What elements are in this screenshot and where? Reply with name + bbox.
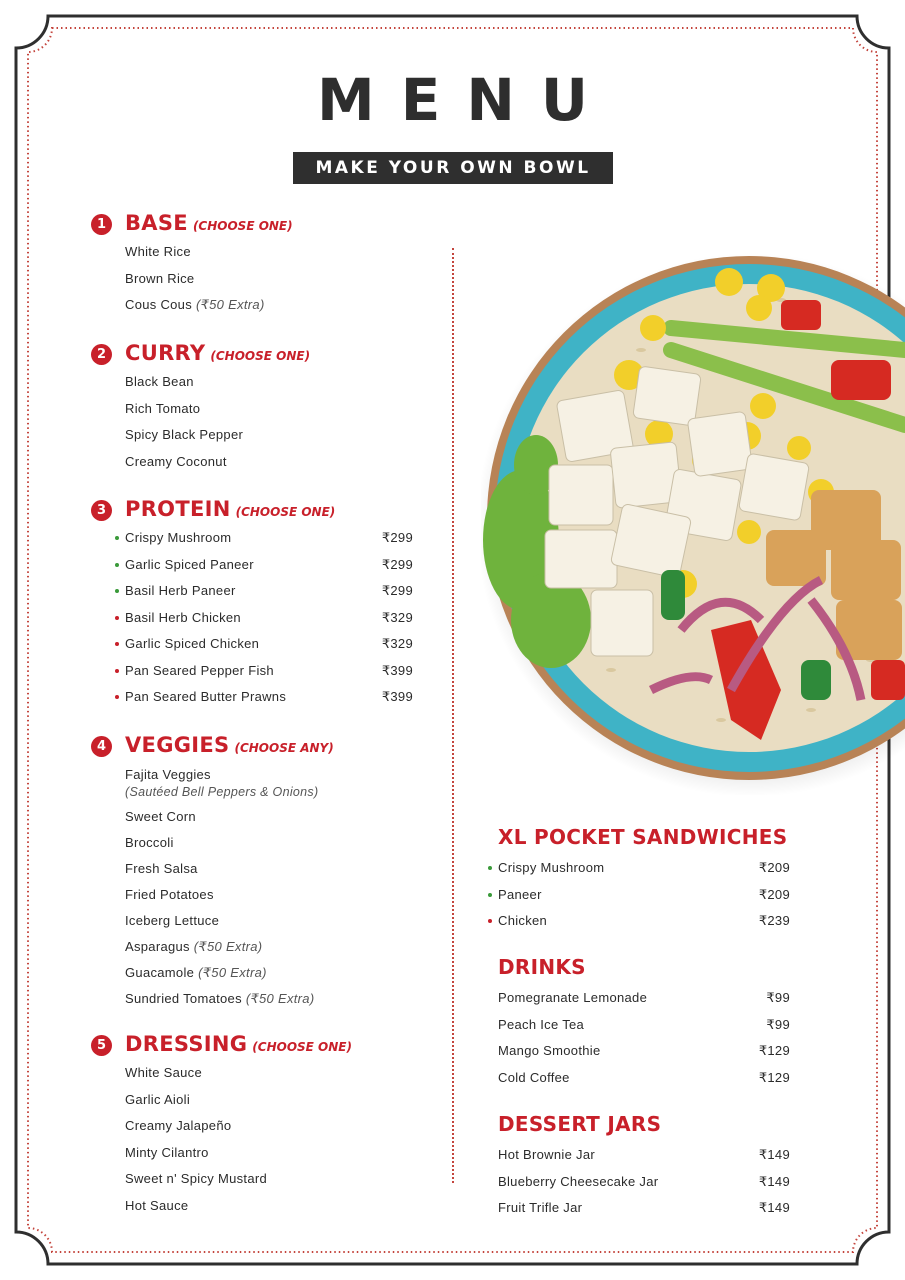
- section-desserts: [498, 1112, 790, 1222]
- list-item: Hot Brownie Jar ₹149: [498, 1142, 790, 1169]
- list-item: Pan Seared Butter Prawns ₹399: [125, 684, 413, 711]
- section-title: DRESSING: [125, 1032, 248, 1056]
- price: ₹329: [381, 636, 413, 651]
- extra-charge: (₹50 Extra): [193, 939, 263, 954]
- price: ₹149: [758, 1173, 790, 1189]
- dressing-list: [125, 1060, 352, 1219]
- list-item: Garlic Spiced Paneer ₹299: [125, 552, 413, 579]
- list-item: Basil Herb Chicken ₹329: [125, 605, 413, 632]
- price: ₹209: [758, 886, 790, 902]
- list-item: Broccoli: [125, 835, 174, 850]
- list-item: Minty Cilantro: [125, 1144, 209, 1160]
- desserts-list: [498, 1142, 790, 1222]
- column-divider: [452, 248, 454, 1183]
- page-subtitle: MAKE YOUR OWN BOWL: [293, 152, 613, 184]
- list-item: Creamy Jalapeño: [125, 1118, 232, 1133]
- section-title: BASE: [125, 211, 188, 235]
- section-note: (CHOOSE ONE): [210, 349, 311, 363]
- list-item: Asparagus (₹50 Extra): [125, 939, 263, 954]
- section-drinks: [498, 955, 790, 1091]
- section-protein: [91, 497, 413, 711]
- sandwiches-list: [498, 855, 790, 935]
- list-item: Chicken ₹239: [498, 908, 790, 935]
- extra-charge: (₹50 Extra): [245, 991, 315, 1006]
- veg-indicator: [488, 866, 492, 870]
- list-item: Fruit Trifle Jar ₹149: [498, 1195, 790, 1222]
- section-title: DRINKS: [498, 955, 586, 979]
- price: ₹299: [381, 583, 413, 598]
- list-item: Creamy Coconut: [125, 453, 227, 469]
- protein-list: [125, 525, 413, 711]
- section-veggies: [91, 733, 334, 1012]
- list-item: Hot Sauce: [125, 1197, 189, 1213]
- nonveg-indicator: [115, 642, 119, 646]
- section-number-badge: 5: [91, 1035, 112, 1056]
- list-item: Peach Ice Tea ₹99: [498, 1012, 790, 1039]
- section-title: DESSERT JARS: [498, 1112, 662, 1136]
- price: ₹299: [381, 556, 413, 572]
- nonveg-indicator: [488, 919, 492, 923]
- section-sandwiches: [498, 825, 790, 935]
- veg-indicator: [488, 893, 492, 897]
- extra-charge: (₹50 Extra): [198, 965, 267, 980]
- section-number-badge: 1: [91, 214, 112, 235]
- list-item: Cous Cous (₹50 Extra): [125, 297, 265, 312]
- price: ₹329: [381, 609, 413, 625]
- list-item: Sundried Tomatoes (₹50 Extra): [125, 991, 315, 1006]
- page-title: MENU: [317, 66, 614, 134]
- list-item: Sweet Corn: [125, 809, 196, 824]
- extra-charge: (₹50 Extra): [195, 297, 265, 312]
- item-description: (Sautéed Bell Peppers & Onions): [125, 785, 319, 799]
- section-note: (CHOOSE ONE): [235, 505, 336, 519]
- list-item: Iceberg Lettuce: [125, 913, 220, 928]
- price: ₹399: [381, 689, 413, 704]
- list-item: White Sauce: [125, 1065, 203, 1080]
- price: ₹239: [758, 913, 790, 928]
- veg-indicator: [115, 589, 119, 593]
- veggies-list: [125, 761, 334, 1012]
- list-item: Fresh Salsa: [125, 861, 198, 876]
- list-item: Blueberry Cheesecake Jar ₹149: [498, 1169, 790, 1196]
- price: ₹99: [766, 990, 790, 1005]
- bowl-illustration: [481, 240, 905, 795]
- base-list: [125, 239, 293, 319]
- list-item: Crispy Mushroom ₹299: [125, 525, 413, 552]
- nonveg-indicator: [115, 695, 119, 699]
- nonveg-indicator: [115, 669, 119, 673]
- list-item: Guacamole (₹50 Extra): [125, 965, 267, 980]
- list-item: White Rice: [125, 244, 191, 259]
- list-item: Garlic Aioli: [125, 1091, 191, 1107]
- section-note: (CHOOSE ANY): [234, 741, 334, 755]
- section-base: [91, 211, 293, 319]
- section-note: (CHOOSE ONE): [252, 1040, 352, 1054]
- price: ₹399: [381, 662, 413, 678]
- list-item: Pomegranate Lemonade ₹99: [498, 985, 790, 1012]
- nonveg-indicator: [115, 616, 119, 620]
- section-number-badge: 3: [91, 500, 112, 521]
- list-item: Cold Coffee ₹129: [498, 1065, 790, 1092]
- list-item: Sweet n' Spicy Mustard: [125, 1171, 268, 1186]
- list-item: Paneer ₹209: [498, 882, 790, 909]
- price: ₹299: [381, 530, 413, 545]
- price: ₹209: [758, 860, 790, 875]
- price: ₹149: [758, 1147, 790, 1162]
- curry-list: [125, 369, 310, 475]
- section-title: XL POCKET SANDWICHES: [498, 825, 788, 849]
- price: ₹99: [766, 1016, 790, 1032]
- price: ₹149: [758, 1200, 790, 1215]
- drinks-list: [498, 985, 790, 1091]
- list-item: Spicy Black Pepper: [125, 427, 244, 442]
- price: ₹129: [758, 1043, 790, 1058]
- list-item: Brown Rice: [125, 270, 195, 286]
- list-item: Black Bean: [125, 374, 194, 389]
- section-number-badge: 2: [91, 344, 112, 365]
- veg-indicator: [115, 563, 119, 567]
- veg-indicator: [115, 536, 119, 540]
- list-item: Fried Potatoes: [125, 887, 214, 902]
- list-item: Fajita Veggies (Sautéed Bell Peppers & Onions): [125, 761, 334, 800]
- section-title: CURRY: [125, 341, 206, 365]
- section-title: VEGGIES: [125, 733, 230, 757]
- section-note: (CHOOSE ONE): [192, 219, 293, 233]
- section-curry: [91, 341, 310, 475]
- list-item: Rich Tomato: [125, 400, 201, 416]
- section-title: PROTEIN: [125, 497, 231, 521]
- price: ₹129: [758, 1069, 790, 1085]
- list-item: Pan Seared Pepper Fish ₹399: [125, 658, 413, 685]
- section-dressing: [91, 1032, 352, 1219]
- list-item: Crispy Mushroom ₹209: [498, 855, 790, 882]
- list-item: Garlic Spiced Chicken ₹329: [125, 631, 413, 658]
- section-number-badge: 4: [91, 736, 112, 757]
- list-item: Mango Smoothie ₹129: [498, 1038, 790, 1065]
- list-item: Basil Herb Paneer ₹299: [125, 578, 413, 605]
